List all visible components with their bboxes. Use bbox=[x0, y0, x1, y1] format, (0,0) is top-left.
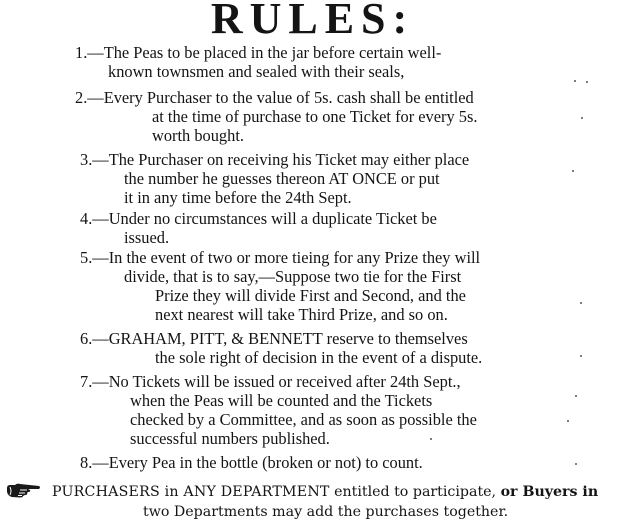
rule-text-line: worth bought. bbox=[152, 126, 244, 145]
rule-text-line: successful numbers published. bbox=[130, 429, 330, 448]
rule-text-line: the sole right of decision in the event of a dispute. bbox=[155, 348, 483, 367]
scan-speck bbox=[581, 117, 583, 119]
rule-text-line: —GRAHAM, PITT, & BENNETT reserve to themselves bbox=[92, 329, 468, 348]
scan-speck bbox=[572, 170, 574, 172]
rule-text-line: —No Tickets will be issued or received after 24th Sept., bbox=[92, 372, 461, 391]
scan-speck bbox=[580, 355, 582, 357]
scan-speck bbox=[575, 395, 577, 397]
rule-number: 8. bbox=[80, 453, 93, 472]
scan-speck bbox=[574, 80, 576, 82]
rule-text-line: when the Peas will be counted and the Tickets bbox=[130, 391, 433, 410]
scan-speck bbox=[580, 302, 582, 304]
notice-bold-text: or Buyers in bbox=[500, 484, 599, 500]
rule-number: 1. bbox=[75, 43, 88, 62]
rule-text-line: checked by a Committee, and as soon as possible the bbox=[130, 410, 477, 429]
rule-text-line: —In the event of two or more tieing for any Prize they will bbox=[92, 248, 481, 267]
rule-text-line: it in any time before the 24th Sept. bbox=[124, 188, 352, 207]
rule-text-line: —Every Pea in the bottle (broken or not) to count. bbox=[92, 453, 423, 472]
rule-number: 6. bbox=[80, 329, 93, 348]
rule-text-line: —Under no circumstances will a duplicate Ticket be bbox=[92, 209, 437, 228]
notice-line-2: two Departments may add the purchases together. bbox=[143, 504, 509, 520]
notice-caps-text: PURCHASERS in ANY DEPARTMENT bbox=[52, 484, 330, 500]
page-title: RULES: bbox=[210, 0, 415, 43]
rule-text-line: at the time of purchase to one Ticket for every 5s. bbox=[152, 107, 478, 126]
rule-text-line: —Every Purchaser to the value of 5s. cash shall be entitled bbox=[87, 88, 474, 107]
rule-text-line: —The Peas to be placed in the jar before certain well- bbox=[87, 43, 442, 62]
pointing-hand-icon bbox=[6, 482, 42, 498]
rule-text-line: Prize they will divide First and Second, and the bbox=[155, 286, 466, 305]
rule-text-line: divide, that is to say,—Suppose two tie for the First bbox=[124, 267, 462, 286]
rule-text-line: —The Purchaser on receiving his Ticket may either place bbox=[92, 150, 470, 169]
scan-speck bbox=[430, 438, 432, 440]
rule-text-line: the number he guesses thereon AT ONCE or put bbox=[124, 169, 440, 188]
rule-number: 4. bbox=[80, 209, 93, 228]
notice-mid-text: entitled to participate, bbox=[334, 484, 497, 500]
rule-number: 7. bbox=[80, 372, 93, 391]
rule-number: 5. bbox=[80, 248, 93, 267]
scan-speck bbox=[575, 463, 577, 465]
rule-text-line: issued. bbox=[124, 228, 170, 247]
rule-text-line: next nearest will take Third Prize, and so on. bbox=[155, 305, 448, 324]
scan-speck bbox=[586, 81, 588, 83]
rule-number: 3. bbox=[80, 150, 93, 169]
rule-text-line: known townsmen and sealed with their seals, bbox=[108, 62, 405, 81]
rule-number: 2. bbox=[75, 88, 88, 107]
scan-speck bbox=[567, 420, 569, 422]
